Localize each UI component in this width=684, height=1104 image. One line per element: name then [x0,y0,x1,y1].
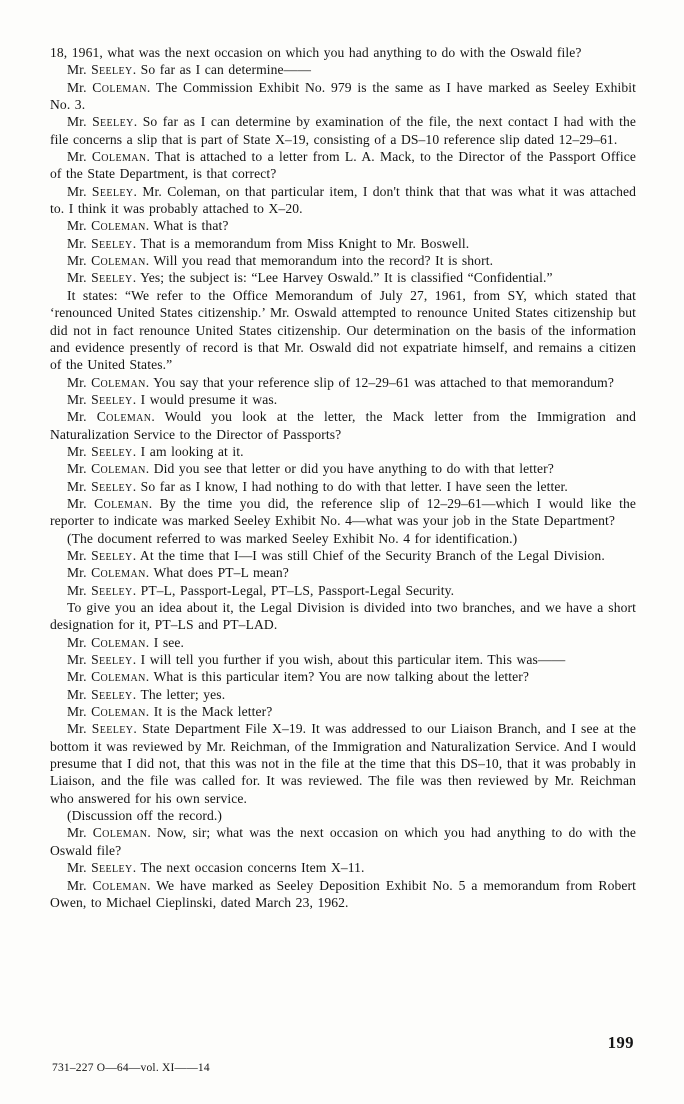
speaker-name: Mr. Coleman. [67,495,153,511]
paragraph: Mr. Seeley. That is a memorandum from Miss Knight to Mr. Boswell. [67,235,470,251]
paragraph: (Discussion off the record.) [67,808,223,824]
speaker-name: Mr. Seeley. [67,443,137,459]
speaker-name: Mr. Coleman. [67,634,150,650]
paragraph: Mr. Seeley. So far as I can determine—— [67,62,312,78]
speaker-name: Mr. Seeley. [67,478,137,494]
paragraph: Mr. Coleman. What does PT–L mean? [67,565,289,581]
paragraph: Mr. Seeley. I would presume it was. [67,391,278,407]
speaker-name: Mr. Seeley. [67,270,137,286]
speaker-name: Mr. Seeley. [67,582,137,598]
speaker-name: Mr. Seeley. [67,183,138,199]
paragraph: Mr. Coleman. What is this particular item? You are now talking about the letter? [67,669,530,685]
paragraph: Mr. Coleman. I see. [67,634,184,650]
paragraph: Mr. Seeley. Mr. Coleman, on that particular item, I don't think that that was what it was attached to. I think it was probably attached to X–20. [50,183,637,217]
speaker-name: Mr. Coleman. [67,704,150,720]
paragraph: Mr. Seeley. PT–L, Passport-Legal, PT–LS, Passport-Legal Security. [67,582,455,598]
paragraph: Mr. Coleman. What is that? [67,218,229,234]
speaker-name: Mr. Coleman. [67,409,155,425]
speaker-name: Mr. Coleman. [67,218,150,234]
speaker-name: Mr. Coleman. [67,374,150,390]
speaker-name: Mr. Coleman. [67,149,150,165]
paragraph: To give you an idea about it, the Legal Division is divided into two branches, and we have a short designation for it, PT–LS and PT–LAD. [50,600,636,633]
paragraph: Mr. Coleman. That is attached to a letter from L. A. Mack, to the Director of the Passport Office of the State Department, is that correct? [50,149,636,182]
paragraph: Mr. Coleman. Now, sir; what was the next occasion on which you had anything to do with the Oswald file? [50,825,636,858]
paragraph: Mr. Seeley. State Department File X–19. It was addressed to our Liaison Branch, and I see at the bottom it was reviewed by Mr. Reichman, of the Immigration and Naturalization Service. And I would presume that I did not, that this was not in the file at the time that this DS–10, that it was probably in Liaison, and the file was called for. It was reviewed. The file was then reviewed by Mr. Reichman who answered for his own service. [50,721,637,806]
paragraph: Mr. Coleman. By the time you did, the reference slip of 12–29–61—which I would like the reporter to indicate was marked Seeley Exhibit No. 4—what was your job in the State Department? [50,495,636,529]
speaker-name: Mr. Seeley. [67,686,137,702]
speaker-name: Mr. Coleman. [67,669,150,685]
speaker-name: Mr. Coleman. [67,461,150,477]
paragraph: Mr. Coleman. It is the Mack letter? [67,704,273,720]
transcript-body [50,44,636,911]
paragraph: 18, 1961, what was the next occasion on which you had anything to do with the Oswald file? [50,45,582,60]
paragraph: Mr. Seeley. Yes; the subject is: “Lee Harvey Oswald.” It is classified “Confidential.” [67,270,553,286]
speaker-name: Mr. Coleman. [67,825,151,841]
print-code: 731–227 O—64—vol. XI——14 [52,1062,210,1074]
paragraph: Mr. Coleman. Will you read that memorandum into the record? It is short. [67,253,494,269]
paragraph: Mr. Seeley. I will tell you further if you wish, about this particular item. This was—— [67,652,566,668]
paragraph: Mr. Coleman. The Commission Exhibit No. 979 is the same as I have marked as Seeley Exhibit No. 3. [50,79,636,113]
speaker-name: Mr. Seeley. [67,721,137,737]
paragraph: Mr. Seeley. The next occasion concerns Item X–11. [67,860,365,876]
speaker-name: Mr. Seeley. [67,114,138,130]
speaker-name: Mr. Coleman. [67,565,150,581]
paragraph: Mr. Seeley. So far as I know, I had nothing to do with that letter. I have seen the letter. [67,478,568,494]
speaker-name: Mr. Seeley. [67,652,137,668]
speaker-name: Mr. Seeley. [67,860,137,876]
paragraph: Mr. Coleman. We have marked as Seeley Deposition Exhibit No. 5 a memorandum from Robert Owen, to Michael Cieplinski, dated March 23, 1962. [50,877,637,910]
speaker-name: Mr. Coleman. [67,253,150,269]
paragraph: (The document referred to was marked Seeley Exhibit No. 4 for identification.) [67,530,518,546]
paragraph: Mr. Seeley. At the time that I—I was still Chief of the Security Branch of the Legal Division. [67,547,605,563]
speaker-name: Mr. Seeley. [67,235,137,251]
paragraph: Mr. Seeley. The letter; yes. [67,686,226,702]
speaker-name: Mr. Seeley. [67,547,137,563]
paragraph: Mr. Coleman. Would you look at the letter, the Mack letter from the Immigration and Naturalization Service to the Director of Passports? [50,409,637,442]
paragraph: Mr. Seeley. I am looking at it. [67,443,244,459]
paragraph: Mr. Coleman. You say that your reference slip of 12–29–61 was attached to that memorandum? [67,374,614,390]
paragraph: Mr. Seeley. So far as I can determine by examination of the file, the next contact I had with the file concerns a slip that is part of State X–19, consisting of a DS–10 reference slip dated 12–29–61. [50,114,637,147]
speaker-name: Mr. Seeley. [67,391,137,407]
paragraph: It states: “We refer to the Office Memorandum of July 27, 1961, from SY, which stated that ‘renounced United States citizenship.’ Mr. Oswald attempted to renounce United States citizenship but did not in fact renounce United States citizenship. Our determination on the basis of the information and evidence presently of record is that Mr. Oswald did not expatriate himself, and remains a citizen of the United States.” [50,287,636,373]
page-number: 199 [607,1033,634,1052]
speaker-name: Mr. Seeley. [67,62,137,78]
speaker-name: Mr. Coleman. [67,79,151,95]
speaker-name: Mr. Coleman. [67,877,151,893]
paragraph: Mr. Coleman. Did you see that letter or did you have anything to do with that letter? [67,461,554,477]
